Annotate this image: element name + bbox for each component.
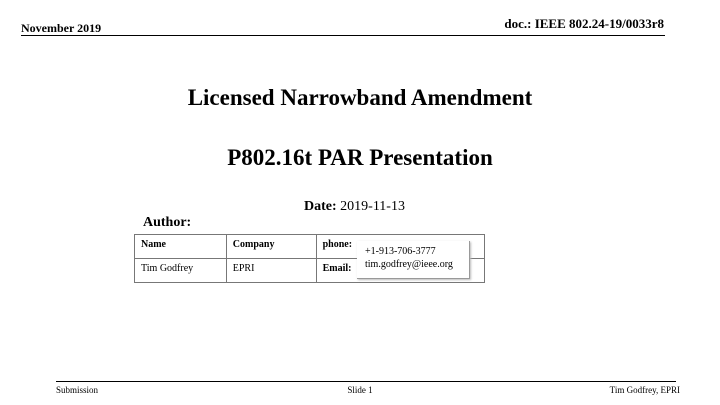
- header-date: November 2019: [21, 21, 102, 35]
- header-doc-id: doc.: IEEE 802.24-19/0033r8: [504, 16, 664, 31]
- author-company: EPRI: [226, 259, 316, 283]
- contact-email[interactable]: tim.godfrey@ieee.org: [365, 259, 453, 270]
- email-label: Email:: [316, 259, 484, 283]
- contact-phone: +1-913-706-3777: [365, 246, 436, 257]
- contact-card: [357, 241, 470, 279]
- header-company: Company: [226, 235, 316, 259]
- header-name: Name: [135, 235, 227, 259]
- author-label: Author:: [143, 215, 192, 230]
- header-phone: phone:: [316, 235, 484, 259]
- header-divider: [21, 35, 665, 36]
- slide-date: [304, 199, 405, 215]
- slide-title: Licensed Narrowband Amendment: [187, 85, 533, 110]
- footer-submission: Submission: [56, 385, 99, 395]
- author-name: Tim Godfrey: [135, 259, 227, 283]
- footer-divider: [56, 381, 676, 382]
- slide-subtitle: P802.16t PAR Presentation: [227, 145, 493, 170]
- date-label: Date:: [304, 199, 337, 214]
- footer-slide-number: Slide 1: [347, 385, 373, 395]
- footer-author: Tim Godfrey, EPRI: [609, 385, 680, 395]
- date-value: 2019-11-13: [340, 199, 405, 214]
